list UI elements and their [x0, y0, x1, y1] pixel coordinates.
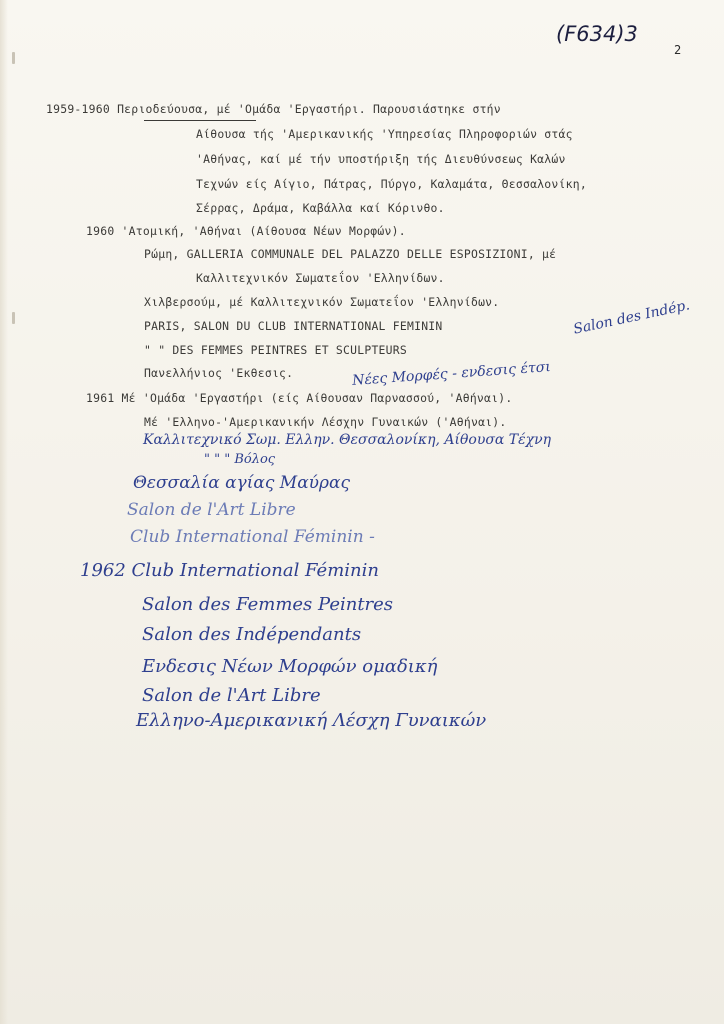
- typed-line: Σέρρας, Δράμα, Καβάλλα καί Κόρινθο.: [196, 201, 445, 215]
- page-number: 2: [674, 43, 682, 57]
- typed-line: Πανελλήνιος 'Εκθεσις.: [144, 366, 294, 380]
- handwritten-note: Ενδεσις Νέων Μορφών ομαδική: [142, 656, 438, 677]
- handwritten-annotation: Νέες Μορφές - ενδεσις έτσι: [351, 359, 552, 389]
- typed-line: Ρώμη, GALLERIA COMMUNALE DEL PALAZZO DELLE ESPOSIZIONI, μέ: [144, 247, 557, 261]
- typed-line: 1959-1960 Περιοδεύουσα, μέ 'Ομάδα 'Εργαστήρι. Παρουσιάστηκε στήν: [46, 102, 501, 116]
- typed-line: Καλλιτεχνικόν Σωματεΐον 'Ελληνίδων.: [196, 271, 445, 285]
- typed-line: Τεχνών είς Αίγιο, Πάτρας, Πύργο, Καλαμάτα, Θεσσαλονίκη,: [196, 177, 587, 191]
- handwritten-note: Salon de l'Art Libre: [142, 685, 321, 706]
- typed-line: " " DES FEMMES PEINTRES ET SCULPTEURS: [144, 343, 407, 357]
- handwritten-note: Salon des Femmes Peintres: [142, 594, 394, 615]
- title-underline: [144, 120, 256, 121]
- typed-line: 1960 'Ατομική, 'Αθήναι (Αίθουσα Νέων Μορφών).: [86, 224, 406, 238]
- typed-line: PARIS, SALON DU CLUB INTERNATIONAL FEMININ: [144, 319, 443, 333]
- typed-line: Αίθουσα τής 'Αμερικανικής 'Υπηρεσίας Πληροφοριών στάς: [196, 127, 573, 141]
- handwritten-note: Salon des Indépendants: [142, 624, 362, 645]
- handwritten-note: Καλλιτεχνικό Σωμ. Ελλην. Θεσσαλονίκη, Αίθουσα Τέχνη: [143, 432, 552, 448]
- typed-line: 'Αθήνας, καί μέ τήν υποστήριξη τής Διευθύνσεως Καλών: [196, 152, 566, 166]
- margin-crease-mark: [12, 312, 15, 324]
- handwritten-note: Salon de l'Art Libre: [127, 500, 296, 520]
- typed-line: Μέ 'Ελληνο-'Αμερικανικήν Λέσχην Γυναικών ('Αθήναι).: [144, 415, 507, 429]
- typed-line: Χιλβερσούμ, μέ Καλλιτεχνικόν Σωματεΐον 'Ελληνίδων.: [144, 295, 500, 309]
- handwritten-note: 1962 Club International Féminin: [80, 560, 379, 581]
- handwritten-note: " " " Βόλος: [204, 452, 276, 467]
- handwritten-note: Θεσσαλία αγίας Μαύρας: [133, 473, 350, 493]
- margin-crease-mark: [12, 52, 15, 64]
- handwritten-annotation: Salon des Indép.: [572, 297, 692, 338]
- typed-line: 1961 Μέ 'Ομάδα 'Εργαστήρι (είς Αίθουσαν Παρνασσού, 'Αθήναι).: [86, 391, 513, 405]
- handwritten-note: Ελληνο-Αμερικανική Λέσχη Γυναικών: [136, 710, 487, 731]
- handwritten-note: Club International Féminin -: [130, 527, 375, 547]
- archive-folio-number: (F634)3: [556, 22, 638, 46]
